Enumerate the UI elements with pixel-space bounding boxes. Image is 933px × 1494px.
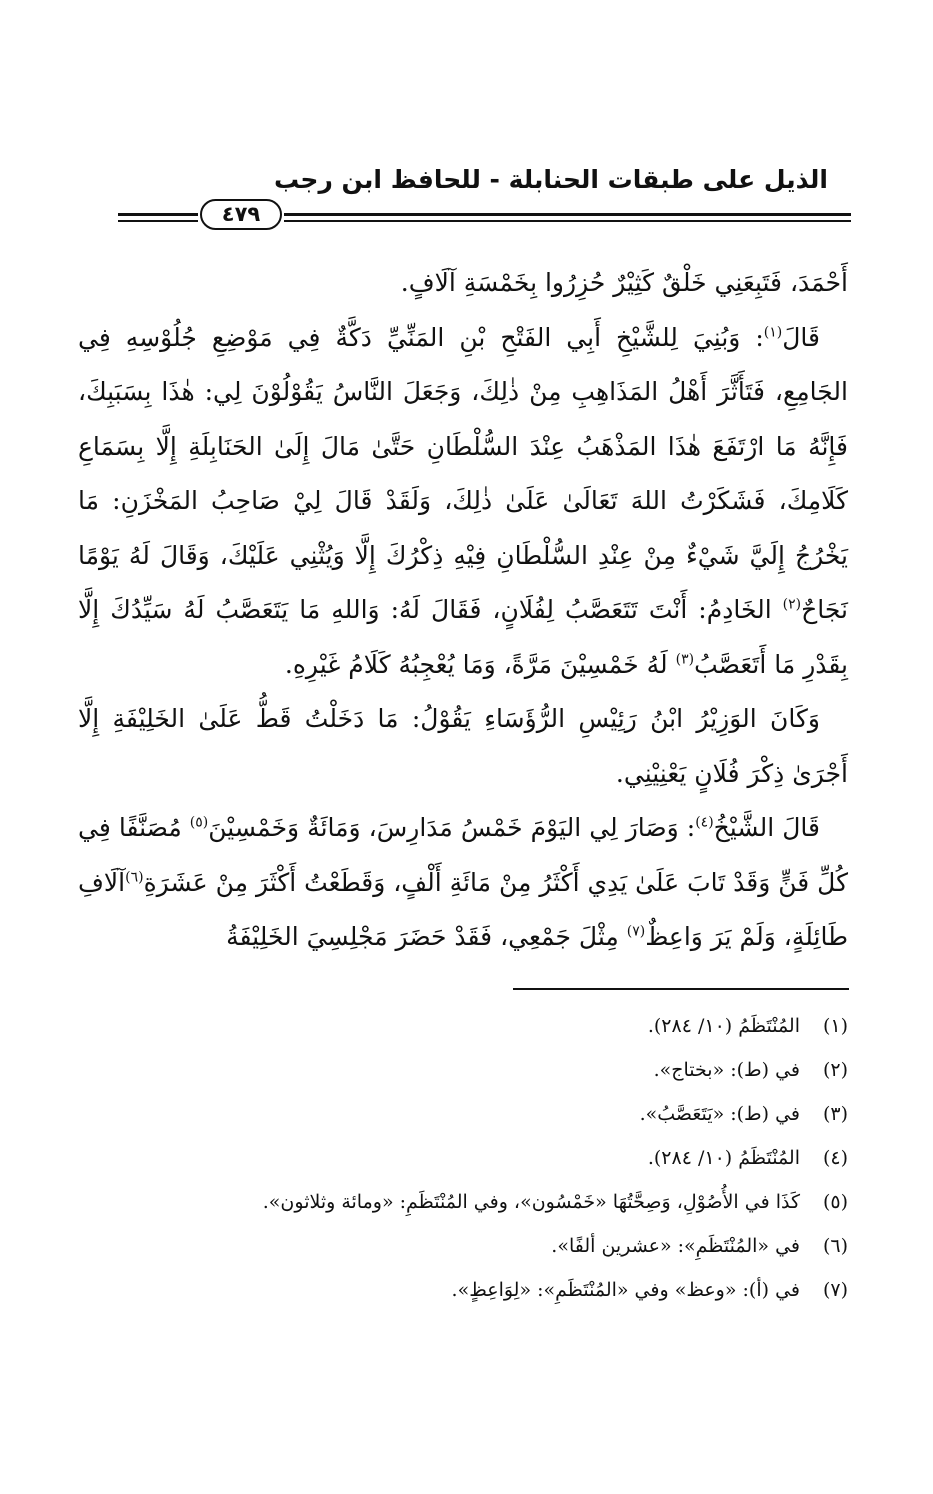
footnote-3 (88, 1092, 848, 1136)
footnote-2 (88, 1048, 848, 1092)
text-run: : وَصَارَ لِي اليَوْمَ خَمْسُ مَدَارِسَ، وَمَائَةٌ وَخَمْسِيْنَ (208, 813, 696, 842)
paragraph-2 (78, 311, 848, 693)
running-header-title: الذيل على طبقات الحنابلة - للحافظ ابن رجب (273, 165, 828, 194)
text-run: مُصَنَّفًا فِي كُلِّ فَنٍّ وَقَدْ تَابَ عَلَىٰ يَدِي أَكْثَرُ مِنْ مَائَةِ أَلْفٍ، وَقَطَعْتُ أَكْثَرَ مِنْ عَشَرَةِ (78, 813, 848, 897)
main-text (78, 256, 848, 965)
footnote-4 (88, 1136, 848, 1180)
text-run: مِثْلَ جَمْعِي، فَقَدْ حَضَرَ مَجْلِسِيَ الخَلِيْفَةُ (226, 922, 627, 951)
text-run: وَكَانَ الوَزِيْرُ ابْنُ رَئِيْسِ الرُّؤَسَاءِ يَقُوْلُ: مَا دَخَلْتُ قَطُّ عَلَىٰ الخَلِيْفَةِ إِلَّا أَجْرَىٰ ذِكْرَ فُلَانٍ يَعْنِيْنِي. (78, 704, 848, 788)
footnote-text: المُنْتَظَمُ (١٠/ ٢٨٤). (647, 1147, 800, 1169)
footnote-ref-7[interactable]: (٧) (626, 923, 646, 940)
text-run: الخَادِمُ: أَنْتَ تَتَعَصَّبُ لِفُلَانٍ، فَقَالَ لَهُ: وَاللهِ مَا يَتَعَصَّبُ لَهُ سَيِّدُكَ إِلَّا بِقَدْرِ مَا أَتَعَصَّبُ (78, 595, 848, 679)
text-run: لَهُ خَمْسِيْنَ مَرَّةً، وَمَا يُعْجِبُهُ كَلَامُ غَيْرِهِ. (284, 649, 676, 679)
footnote-text: في (أ): «وعظ» وفي «المُنْتَظَمِ»: «لِوَاعِظٍ». (451, 1279, 800, 1301)
header-rule-left (118, 213, 198, 216)
footnote-5 (88, 1180, 848, 1224)
text-run: : وَبُنِيَ لِلشَّيْخِ أَبِي الفَتْحِ بْنِ المَنِّيِّ دَكَّةٌ فِي مَوْضِعِ جُلُوْسِهِ فِي الجَامِعِ، فَتَأَثَّرَ أَهْلُ المَذَاهِبِ مِنْ ذٰلِكَ، وَجَعَلَ النَّاسُ يَقُوْلُوْنَ لِي: هٰذَا بِسَبَبِكَ، فَإِنَّهُ مَا ارْتَفَعَ هٰذَا المَذْهَبُ عِنْدَ السُّلْطَانِ حَتَّىٰ مَالَ إِلَىٰ الحَنَابِلَةِ إِلَّا بِسَمَاعِ كَلَامِكَ، فَشَكَرْتُ اللهَ تَعَالَىٰ عَلَىٰ ذٰلِكَ، وَلَقَدْ قَالَ لِيْ صَاحِبُ المَخْزَنِ: مَا يَخْرُجُ إِلَيَّ شَيْءٌ مِنْ عِنْدِ السُّلْطَانِ فِيْهِ ذِكْرُكَ إِلَّا وَيُثْنِي عَلَيْكَ، وَقَالَ لَهُ يَوْمًا نَجَاحٌ (78, 322, 848, 624)
paragraph-1 (78, 256, 848, 311)
footnote-ref-5[interactable]: (٥) (189, 814, 209, 831)
footnote-7 (88, 1268, 848, 1312)
footnote-text: في «المُنْتَظَمِ»: «عشرين ألفًا». (551, 1235, 800, 1257)
footnote-number: (٢) (822, 1059, 848, 1081)
text-run: قَالَ (782, 322, 820, 352)
paragraph-4 (78, 801, 848, 965)
footnote-ref-3[interactable]: (٣) (675, 651, 695, 668)
footnote-number: (٣) (822, 1103, 848, 1125)
footnote-ref-2[interactable]: (٢) (782, 596, 802, 613)
footnote-6 (88, 1224, 848, 1268)
footnote-text: في (ط): «يَتَعَصَّبُ». (639, 1103, 800, 1125)
header-rule-right (284, 213, 851, 216)
footnote-number: (٧) (822, 1279, 848, 1301)
text-run: آلَافِ طَائِلَةٍ، وَلَمْ يَرَ وَاعِظٌ (77, 867, 848, 951)
footnote-number: (٤) (822, 1147, 848, 1169)
footnote-text: كَذَا في الأُصُوْلِ، وَصِحَّتُهَا «خَمْسُون»، وفي المُنْتَظَمِ: «ومائة وثلاثون». (262, 1191, 800, 1213)
footnote-number: (٥) (822, 1191, 848, 1213)
text-run: أَحْمَدَ، فَتَبِعَنِي خَلْقٌ كَثِيْرٌ حُزِرُوا بِخَمْسَةِ آلَافٍ. (400, 268, 848, 297)
footnote-1 (88, 1004, 848, 1048)
text-run: قَالَ الشَّيْخُ (713, 813, 821, 842)
footnote-ref-6[interactable]: (٦) (125, 869, 144, 886)
footnote-number: (٦) (822, 1235, 848, 1257)
footnote-text: المُنْتَظَمُ (١٠/ ٢٨٤). (647, 1015, 800, 1037)
footnotes (88, 1004, 848, 1312)
footnote-separator (513, 988, 849, 990)
header-rule-right-thin (284, 220, 851, 222)
paragraph-3 (78, 692, 848, 801)
footnote-ref-1[interactable]: (١) (763, 324, 783, 341)
header-rule-left-thin (118, 220, 198, 222)
page-number: ٤٧٩ (200, 199, 282, 230)
footnote-text: في (ط): «بختاج». (653, 1059, 800, 1081)
footnote-number: (١) (822, 1015, 848, 1037)
footnote-ref-4[interactable]: (٤) (695, 814, 714, 831)
